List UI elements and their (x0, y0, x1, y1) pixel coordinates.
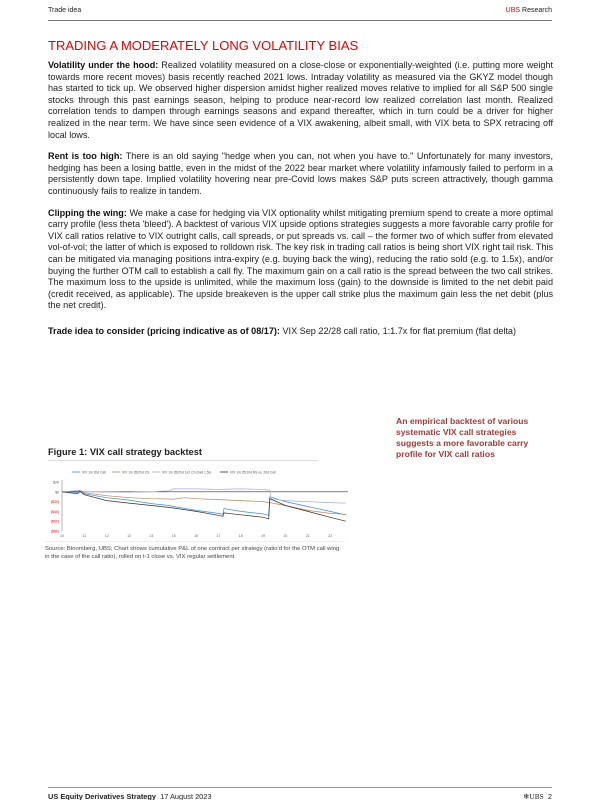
paragraph-text: We make a case for hedging via VIX optionality whilst mitigating premium spend to create a more optimal carry profile (less theta 'bleed'). A backtest of various VIX upside options strategies suggests a more favorable carry profile for VIX call ratios relative to VIX outright calls, call spreads, or put spreads vs. call – the former two of which suffer from elevated vol-of-vol; the latter of which is exposed to rolldown risk. The key risk in trading call ratios is being short VIX right tail risk. This can be mitigated via managing positions intra-expiry (e.g. buying back the wing), reducing the ratio sold (e.g. to 1.5x), and/or buying the further OTM call to establish a call fly. The maximum gain on a call ratio is the spread between the two call strikes. The maximum loss to the upside is unlimited, while the maximum loss (gain) to the downside is limited to the net debit paid (credit received, as applicable). The upside breakeven is the upper call strike plus the maximum gain less the net debit (plus the net credit). (48, 207, 553, 311)
y-tick-label: $20 (53, 480, 59, 485)
series-line (62, 491, 346, 515)
y-tick-label: ($80) (50, 529, 59, 534)
backtest-chart (30, 465, 360, 540)
paragraph-text: There is an old saying "hedge when you can, not when you have to." Unfortunately for many investors, hedging has been a losing battle, even in the midst of the 2022 bear market where volatility infamously failed to perform in a persistently down tape. Implied volatility hovering near pre-Covid lows makes S&P puts screen attractively, though gamma continuously fails to realize in tandem. (48, 151, 553, 196)
sidebar-callout: An empirical backtest of various systematic VIX call strategies suggests a more favorable carry profile for VIX call ratios (396, 416, 529, 459)
figure-source: Source: Bloomberg, UBS; Chart shows cumulative P&L of one contract per strategy (ratio'd for the OTM call wing in the case of the call ratio), rolled on t-1 close vs. VIX regular settlement (45, 541, 345, 561)
paragraph (48, 208, 553, 312)
brand-research: Research (522, 7, 552, 14)
x-tick-label: 20 (283, 534, 288, 538)
publication-date: 17 August 2023 (160, 792, 212, 800)
brand-ubs: UBS (505, 7, 521, 14)
publication-name: US Equity Derivatives Strategy (48, 792, 157, 800)
paragraph-lead: Trade idea to consider (pricing indicative as of 08/17): (48, 325, 280, 336)
article-title: TRADING A MODERATELY LONG VOLATILITY BIAS (48, 38, 359, 53)
paragraph-lead: Clipping the wing: (48, 207, 127, 218)
x-tick-label: 17 (216, 534, 221, 538)
paragraph-lead: Volatility under the hood: (48, 60, 159, 70)
paragraph-text: Realized volatility measured on a close-close or exponentially-weighted (i.e. putting more weight towards more recent moves) basis recently reached 2021 lows. Intraday volatility as measured via the GKYZ model though has started to tick up. We observed higher dispersion amidst higher realized moves relative to implied for all S&P 500 single stocks through this past earnings season, helping to produce near-record low realized correlation last month. Realized correlation tends to dampen through earnings seasons and expand thereafter, which in turn could be a driver for higher realized in the near term. We have since seen evidence of a VIX awakening, albeit small, with VIX beta to SPX retracing off local lows. (48, 60, 554, 140)
y-tick-label: ($20) (50, 500, 59, 505)
series-line (62, 491, 346, 521)
x-tick-label: 18 (238, 534, 243, 538)
x-tick-label: 12 (104, 534, 109, 538)
legend-label: VIX 1m 20d Call (82, 470, 106, 475)
paragraph (48, 151, 553, 197)
paragraph-lead: Rent is too high: (48, 151, 123, 162)
y-tick-label: ($40) (50, 509, 59, 514)
section-label: Trade idea (48, 7, 82, 14)
series-line (62, 490, 346, 515)
ubs-logo-icon: ❄ (523, 792, 530, 800)
x-tick-label: 10 (60, 534, 64, 538)
x-tick-label: 11 (82, 534, 87, 538)
footer-publication (48, 792, 212, 800)
paragraph (48, 326, 553, 338)
figure-title: Figure 1: VIX call strategy backtest (48, 447, 318, 461)
x-tick-label: 15 (171, 534, 176, 538)
page-header (48, 7, 552, 21)
x-tick-label: 21 (305, 534, 310, 538)
x-tick-label: 16 (194, 534, 199, 538)
x-tick-label: 13 (127, 534, 131, 538)
page-footer (48, 787, 552, 800)
article-body (48, 60, 553, 347)
y-tick-label: ($60) (50, 519, 59, 524)
brand-label (506, 7, 552, 14)
legend-label: VIX 1m 35/20d CS (122, 470, 150, 475)
x-tick-label: 19 (261, 534, 266, 538)
footer-right (523, 792, 552, 800)
legend-label: VIX 1m 25/10d RS vs. 20d Call (230, 470, 276, 475)
paragraph (48, 60, 553, 141)
ubs-logo-text: UBS (529, 792, 544, 800)
legend-label: VIX 1m 35/20d 1x2 CS (Sell 1.5x) (162, 470, 212, 475)
x-tick-label: 14 (149, 534, 154, 538)
y-tick-label: $0 (55, 490, 59, 495)
page-number: 2 (547, 792, 552, 800)
x-tick-label: 22 (328, 534, 333, 538)
paragraph-text: VIX Sep 22/28 call ratio, 1:1.7x for flat premium (flat delta) (279, 325, 517, 336)
series-line (62, 489, 346, 503)
